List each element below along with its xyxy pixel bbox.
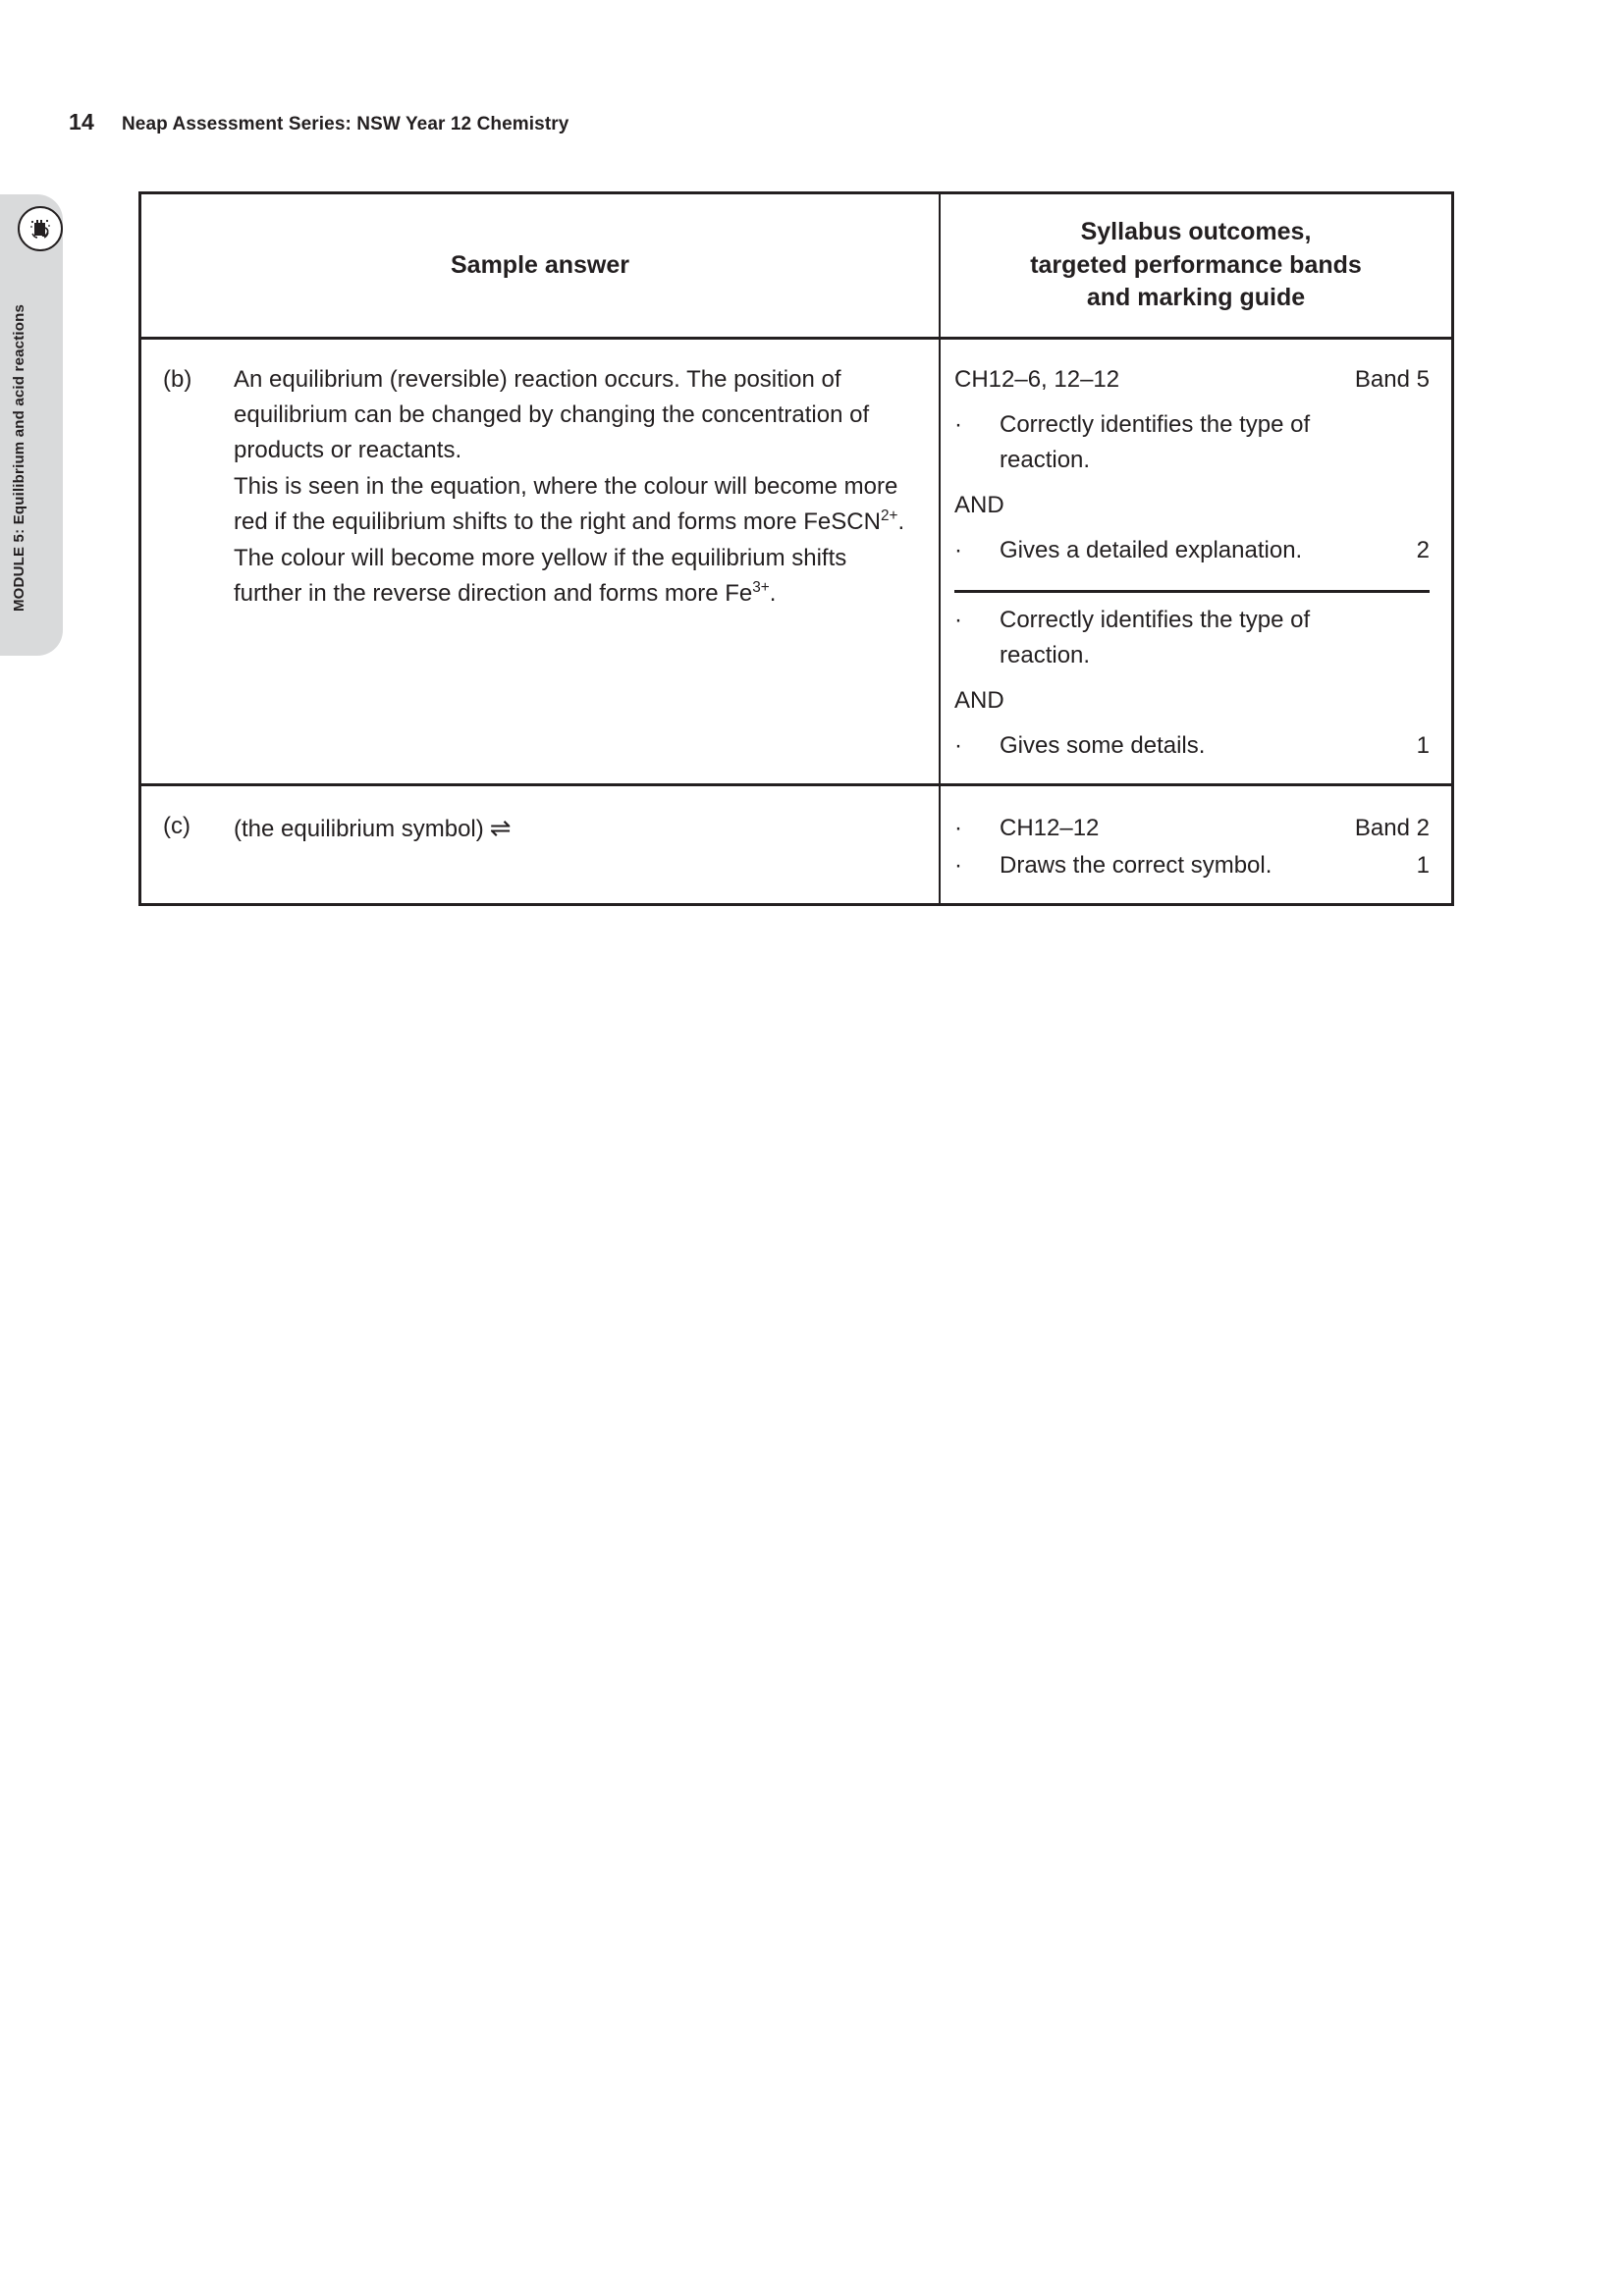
syllabus-outcome-code: CH12–6, 12–12 [954, 365, 1120, 393]
syllabus-header-line-1: Syllabus outcomes, [1080, 218, 1312, 245]
and-label-bottom: AND [954, 686, 1004, 714]
syllabus-header-line-3: and marking guide [1086, 284, 1306, 311]
page-title: Neap Assessment Series: NSW Year 12 Chemistry [121, 114, 569, 134]
equilibrium-arrow-icon: ⇌ [489, 812, 512, 842]
criterion-text: Gives some details. [1000, 731, 1206, 759]
bullet-icon: · [954, 410, 962, 438]
part-label-c: (c) [163, 812, 190, 839]
answer-paragraph-2-part-b: . The colour will become more yellow if the equilibrium shifts further in the reverse direction and forms more Fe [234, 508, 905, 608]
criterion-text: Correctly identifies the type of reaction. [1000, 606, 1311, 668]
bullet-icon: · [954, 536, 962, 563]
running-header [69, 109, 568, 135]
page-number: 14 [69, 109, 94, 134]
fescn-charge-superscript: 2+ [880, 507, 898, 525]
performance-band: Band 5 [1354, 365, 1430, 393]
marking-guide-cell-c [941, 786, 1451, 903]
bullet-icon: · [954, 851, 962, 879]
marking-guide-cell-b [941, 340, 1451, 783]
criterion-mark: 2 [1416, 536, 1430, 563]
column-header-syllabus-outcomes [941, 194, 1451, 337]
bullet-icon: · [954, 814, 962, 841]
marking-guide-table [138, 191, 1454, 906]
sample-answer-text-c [234, 809, 512, 878]
table-header-row [141, 194, 1451, 337]
answer-paragraph-2 [234, 469, 919, 613]
criterion-row [952, 533, 1430, 568]
criterion-row [952, 811, 1430, 846]
mark-band-divider [954, 590, 1430, 593]
table-row [141, 337, 1451, 783]
table-row [141, 783, 1451, 903]
criterion-text: Gives a detailed explanation. [1000, 536, 1303, 563]
bullet-icon: · [954, 606, 962, 633]
fe-charge-superscript: 3+ [752, 579, 770, 597]
module-tab-label [0, 271, 63, 644]
beaker-flask-icon [18, 206, 63, 251]
module-side-tab [0, 194, 63, 656]
sample-answer-cell-b [141, 340, 941, 783]
criterion-row [952, 848, 1430, 883]
criterion-row [952, 728, 1430, 764]
syllabus-outcome-code: CH12–12 [1000, 814, 1100, 841]
criterion-mark: 1 [1416, 851, 1430, 879]
answer-paragraph-2-part-c: . [769, 580, 777, 608]
syllabus-header-line-2: targeted performance bands [1030, 250, 1362, 279]
criterion-text: Correctly identifies the type of reaction. [1000, 410, 1311, 473]
and-label-top: AND [954, 491, 1004, 518]
answer-paragraph-2-part-a: This is seen in the equation, where the colour will become more red if the equilibrium shifts to the right and forms more FeSCN [234, 472, 898, 536]
module-tab-label-text: MODULE 5: Equilibrium and acid reactions [11, 303, 28, 612]
bullet-icon: · [954, 731, 962, 759]
part-label-b: (b) [163, 365, 192, 393]
answer-paragraph-1: An equilibrium (reversible) reaction occurs. The position of equilibrium can be changed by changing the concentration of products or reactants. [234, 365, 870, 464]
performance-band: Band 2 [1354, 814, 1430, 841]
criterion-text: Draws the correct symbol. [1000, 851, 1272, 879]
sample-answer-text-b [234, 362, 919, 758]
criterion-row [952, 407, 1430, 478]
criterion-row [952, 603, 1430, 673]
criterion-mark: 1 [1416, 731, 1430, 759]
column-header-sample-answer-label: Sample answer [450, 250, 630, 279]
outcome-and-band-line [952, 362, 1430, 398]
equilibrium-symbol-caption: (the equilibrium symbol) [234, 815, 484, 842]
column-header-sample-answer [141, 194, 941, 337]
sample-answer-cell-c [141, 786, 941, 903]
